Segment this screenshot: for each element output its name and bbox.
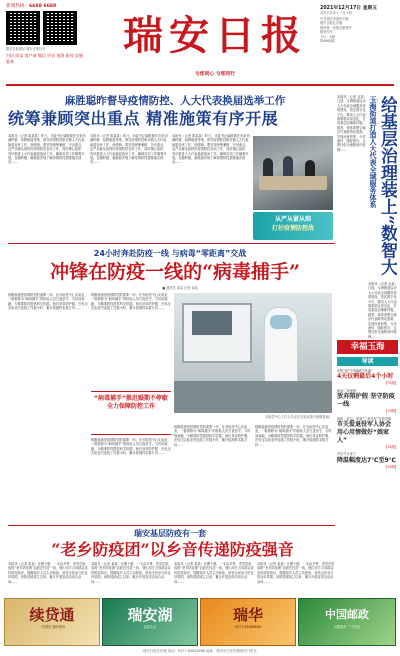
badge-line1: 从严从紧从细 [274,216,311,223]
third-body-col2: 本报讯（记者 某某）在塘下镇，一支由乡贤、老党员组成的“老乡防疫团”活跃在村居一线，他们用方言向群众宣传防疫知识，提醒返乡人员主动报备，营造全民参与的良好氛围。该防疫团成立以来，累计开展宣传活动百余场…… [91,562,171,584]
guide-item-tag: 【04版】 [384,464,398,469]
guide-item-headline: 降温幅度达7℃至9℃ [337,456,396,464]
guide-item-tag: 【03版】 [384,409,398,414]
divider [8,243,335,244]
second-photo [174,293,332,413]
sidebar-body: 本报讯（记者 金某）日前，玉海街道启动人大代表全域服务体系建设，依托数字化平台，推动人大代表联系群众常态化，打造基层治理新样板。据悉，该体系整合辖区代表联络站资源，实现民意收集、分类流转、跟踪督办、反馈评价全流程闭环管理…… [337,95,367,152]
second-body-col3: 核酸检测是疫情防控的重要一环。在市疾控中心实验室，一群被称为“病毒捕手”的检验人员日夜坚守，与时间赛跑，为精准防控提供科学依据。他们身穿防护服，在负压实验室内连续工作数小时，累计检测样本数万份…… [174,425,251,447]
xinfu-logo: 幸福玉海 [337,340,398,354]
second-headline: 冲锋在防疫一线的“病毒捕手” [50,261,300,283]
guide-item-text: 在防“疫”中奔跑的“药速” [337,369,373,373]
issue-line: 中共瑞安市委机关报 [320,17,349,21]
ad-title: 瑞安湖 [127,606,173,624]
lead-headline: 统筹兼顾突出重点 精准施策有序开展 [8,109,279,128]
qr-code[interactable] [6,11,40,45]
guide-item[interactable] [337,369,398,386]
photo-person [283,156,293,176]
masthead [0,0,400,96]
second-subhead: “病毒捕手”推迟婚期不停歇 全力保障防控工作 [94,395,168,410]
lead-kicker: 麻胜聪昨督导疫情防控、人大代表换届选举工作 [64,95,286,107]
masthead-slogan: 与您同心 与您同行 [194,72,236,77]
third-headline: “老乡防疫团”以乡音传递防疫强音 [51,540,294,559]
photo-caption: 市疾控中心工作人员正在实验室进行核酸检测。 [265,415,332,419]
sidebar-headline: 给基层治理装上“数智大 [377,96,397,276]
masthead-lunar: 农历辛丑年十一月十四 [320,11,352,15]
second-body-col2b: 核酸检测是疫情防控的重要一环。在市疾控中心实验室，一群被称为“病毒捕手”的检验人员日夜坚守，与时间赛跑，为精准防控提供科学依据。他们身穿防护服，在负压实验室内连续工作数小时，累计检测样本数万份…… [91,438,171,456]
badge-line2: 打好疫情防控战 [271,225,314,232]
qr-grid: 扫码 阅读 客户端 微信 抖音 视频 新闻 直播 服务 [6,53,83,64]
third-body: 本报讯（记者 某某）在塘下镇，一支由乡贤、老党员组成的“老乡防疫团”活跃在村居一线，他们用方言向群众宣传防疫知识，提醒返乡人员主动报备，营造全民参与的良好氛围。该防疫团成立以来，累计开展宣传活动百余场…… [8,562,88,584]
ad-banner[interactable] [102,598,198,646]
guide-item-headline: 放弃陪护假 坚守防疫一线 [337,393,395,409]
second-body: 核酸检测是疫情防控的重要一环。在市疾控中心实验室，一群被称为“病毒捕手”的检验人员日夜坚守，与时间赛跑，为精准防控提供科学依据。他们身穿防护服，在负压实验室内连续工作数小时，累计检测样本数万份…… [8,293,88,311]
qr-caption: 瑞安日报微信 瑞安日报抖音 [6,47,46,51]
lead-body-col3: 本报讯（记者 陈某某）昨日，市委书记麻胜聪先后来到湖岭镇、仙降街道等地，督导疫情防控和市镇人大代表换届选举工作。他强调，要坚持统筹兼顾、突出重点，从严从紧从细抓好疫情防控各项工作，同时精心组织、有序推进人大代表换届选举工作，确保各项工作顺利开展。在湖岭镇，麻胜聪详细了解疫情防控措施落实情况…… [172,134,250,165]
ad-banner[interactable] [200,598,296,646]
qr-code-2[interactable] [43,11,77,45]
masthead-rule [6,84,394,86]
photo-person [305,160,315,176]
issue-line: 邮发代号： [320,30,336,35]
ad-sub: 品质生活 [143,625,157,629]
second-kicker: 24小时奔赴防疫一线 与病毒“零距离”交战 [93,249,247,258]
ad-title: 瑞华 [232,606,263,624]
ad-sub: 一次授信 循环使用 [38,625,66,629]
guide-item-text: 冷空气又来了 [337,452,357,457]
guide-item-tag: 【02版】 [384,381,398,386]
issue-info [320,17,398,43]
photo-table [259,176,327,190]
sidebar-body-2: 本报讯（记者 金某）日前，玉海街道启动人大代表全域服务体系建设，依托数字化平台，推动人大代表联系群众常态化，打造基层治理新样板。据悉，该体系整合辖区代表联络站资源，实现民意收集、分类流转、跟踪督办、反馈评价全流程闭环管理…… [368,282,398,339]
third-body-col4: 本报讯（记者 某某）在塘下镇，一支由乡贤、老党员组成的“老乡防疫团”活跃在村居一线，他们用方言向群众宣传防疫知识，提醒返乡人员主动报备，营造全民参与的良好氛围。该防疫团成立以来，累计开展宣传活动百余场…… [257,562,335,584]
guide-item-tag: 【04版】 [384,445,398,450]
guide-item-text: 组织、权益、军营“三驾马车”并驾齐驱 [337,416,392,421]
masthead-date: 2021年12月17日 星期五 [320,6,378,11]
ad-title: 中国邮政 [325,608,369,621]
lead-photo [253,136,333,210]
lead-badge [253,212,333,240]
right-column [337,340,398,572]
hotline-number: 6688 6688 [28,4,57,9]
second-body-col2: 核酸检测是疫情防控的重要一环。在市疾控中心实验室，一群被称为“病毒捕手”的检验人员日夜坚守，与时间赛跑，为精准防控提供科学依据。他们身穿防护服，在负压实验室内连续工作数小时，累计检测样本数万份…… [91,293,171,311]
guide-label: 导读 [337,357,398,366]
ad-sub: 0577-65666666 [235,625,261,629]
third-body-col3: 本报讯（记者 某某）在塘下镇，一支由乡贤、老党员组成的“老乡防疫团”活跃在村居一线，他们用方言向群众宣传防疫知识，提醒返乡人员主动报备，营造全民参与的良好氛围。该防疫团成立以来，累计开展宣传活动百余场…… [174,562,254,584]
issue-line: 今日：4版 [320,34,335,39]
hotline-label: 新闻热线： [6,4,29,9]
guide-item[interactable] [337,417,398,450]
issue-line: 第4983期 [320,39,335,44]
ad-banner[interactable] [298,598,396,646]
second-byline: ■ 通讯员 某某 记者 某某 [162,286,198,290]
guide-item[interactable] [337,389,398,414]
lead-body: 本报讯（记者 陈某某）昨日，市委书记麻胜聪先后来到湖岭镇、仙降街道等地，督导疫情防控和市镇人大代表换届选举工作。他强调，要坚持统筹兼顾、突出重点，从严从紧从细抓好疫情防控各项工作，同时精心组织、有序推进人大代表换届选举工作，确保各项工作顺利开展。在湖岭镇，麻胜聪详细了解疫情防控措施落实情况…… [8,134,86,165]
photo-bench [174,381,332,413]
sidebar-kicker: 玉海街道打造人大代表全域服务体系 [369,96,377,208]
ad-title: 续贷通 [29,606,75,624]
guide-item-headline: 市关爱退役军人协会 用心用情做好“娘家人” [337,421,392,445]
lead-body-col2: 本报讯（记者 陈某某）昨日，市委书记麻胜聪先后来到湖岭镇、仙降街道等地，督导疫情防控和市镇人大代表换届选举工作。他强调，要坚持统筹兼顾、突出重点，从严从紧从细抓好疫情防控各项工作，同时精心组织、有序推进人大代表换届选举工作，确保各项工作顺利开展。在湖岭镇，麻胜聪详细了解疫情防控措施落实情况…… [90,134,168,165]
third-kicker: 瑞安基层防疫有一套 [134,529,206,538]
issue-line: 国内统一连续出版物号 [320,25,352,30]
issue-line: 瑞安日报社出版 [320,21,343,26]
ad-strip [0,598,400,648]
footer: 瑞安日报社出版 电话：0577-65826088 地址：瑞安市万松东路瑞安日报社 [142,649,258,653]
guide-item-headline: 4天仅剩最后4个小时 [337,373,394,381]
second-body-col4: 核酸检测是疫情防控的重要一环。在市疾控中心实验室，一群被称为“病毒捕手”的检验人员日夜坚守，与时间赛跑，为精准防控提供科学依据。他们身穿防护服，在负压实验室内连续工作数小时，累计检测样本数万份…… [255,425,332,447]
ad-sub: 仅限周末 三个约定 [333,625,361,629]
masthead-title: 瑞安日报 [123,12,307,59]
second-subhead-box [91,391,171,435]
photo-person [263,158,273,176]
photo-screen [192,311,232,335]
guide-item-text: 新冠二剂加强 [337,388,357,393]
ad-banner[interactable] [4,598,100,646]
divider [8,525,335,526]
guide-item[interactable] [337,452,398,469]
photo-visor [270,315,292,329]
hotline [6,4,56,10]
